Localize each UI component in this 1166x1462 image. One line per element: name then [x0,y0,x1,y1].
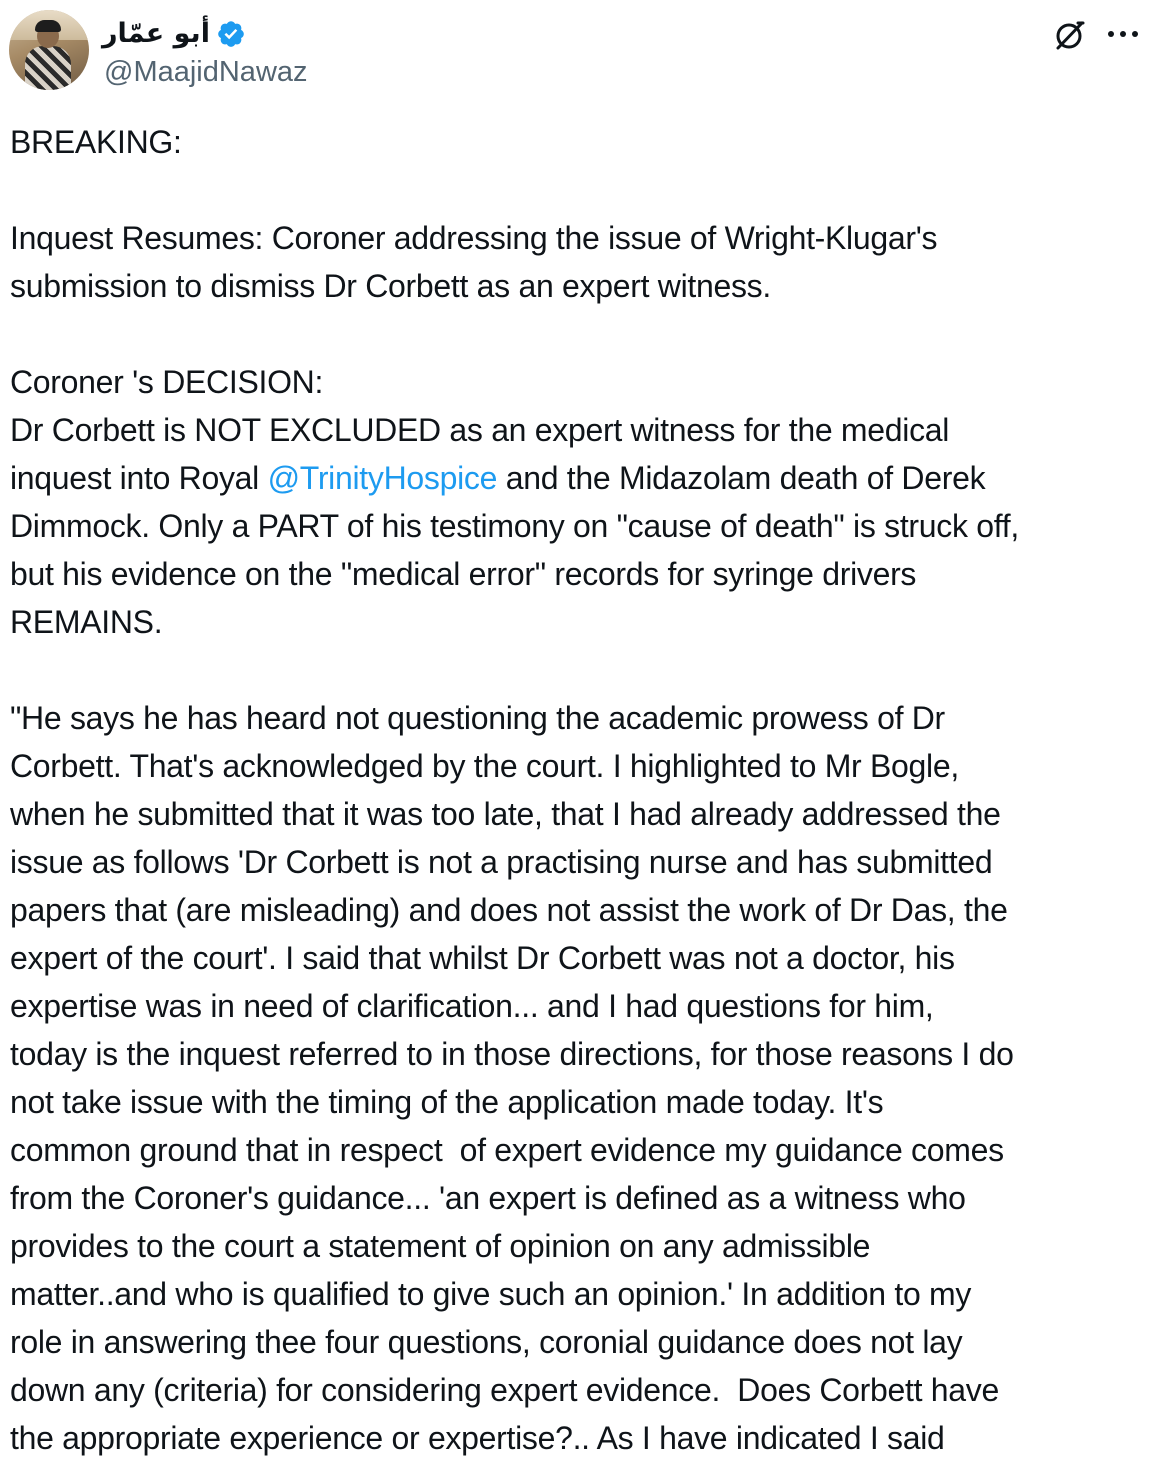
mention-link[interactable]: @TrinityHospice [267,460,498,496]
author-name-row[interactable] [102,16,246,52]
avatar[interactable] [9,10,89,90]
author-display-name[interactable]: أبو عمّار [102,18,210,49]
avatar-torso [25,46,71,90]
tweet-text-part-2: and the Midazolam death of Derek Dimmock. Only a PART of his testimony on "cause of death" is struck off, but his evidence on the "medical error" records for syringe drivers REMAINS. "He says he has heard not questioning the academic prowess of Dr Corbett. That's acknowledged by the court. I highlighted to Mr Bogle, when he submitted that it was too late, that I had already addressed the issue as follows 'Dr Corbett is not a practising nurse and has submitted papers that (are misleading) and does not assist the work of Dr Das, the expert of the court'. I said that whilst Dr Corbett was not a doctor, his expertise was in need of clarification... and I had questions for him, today is the inquest referred to in those directions, for those reasons I do not take issue with the timing of the application made today. It's common ground that in respect of expert evidence my guidance comes from the Coroner's guidance... 'an expert is defined as a witness who provides to the court a statement of opinion on any admissible matter..and who is qualified to give such an opinion.' In addition to my role in answering thee four questions, coronial guidance does not lay down any (criteria) for considering expert evidence. Does Corbett have the appropriate experience or expertise?.. As I have indicated I said [10,460,1019,1456]
tweet-text-part-1: BREAKING: Inquest Resumes: Coroner addressing the issue of Wright-Klugar's submission to dismiss Dr Corbett as an expert witness. Coroner 's DECISION: Dr Corbett is NOT EXCLUDED as an expert witness for the medical inquest into Royal [10,124,950,496]
tweet-text [10,118,1150,1462]
verified-badge-icon [216,19,246,49]
tweet-header [0,0,1166,100]
author-handle[interactable]: @MaajidNawaz [104,56,308,88]
grok-icon[interactable] [1054,19,1086,51]
more-options-icon[interactable] [1106,28,1140,40]
avatar-cap [35,20,61,32]
